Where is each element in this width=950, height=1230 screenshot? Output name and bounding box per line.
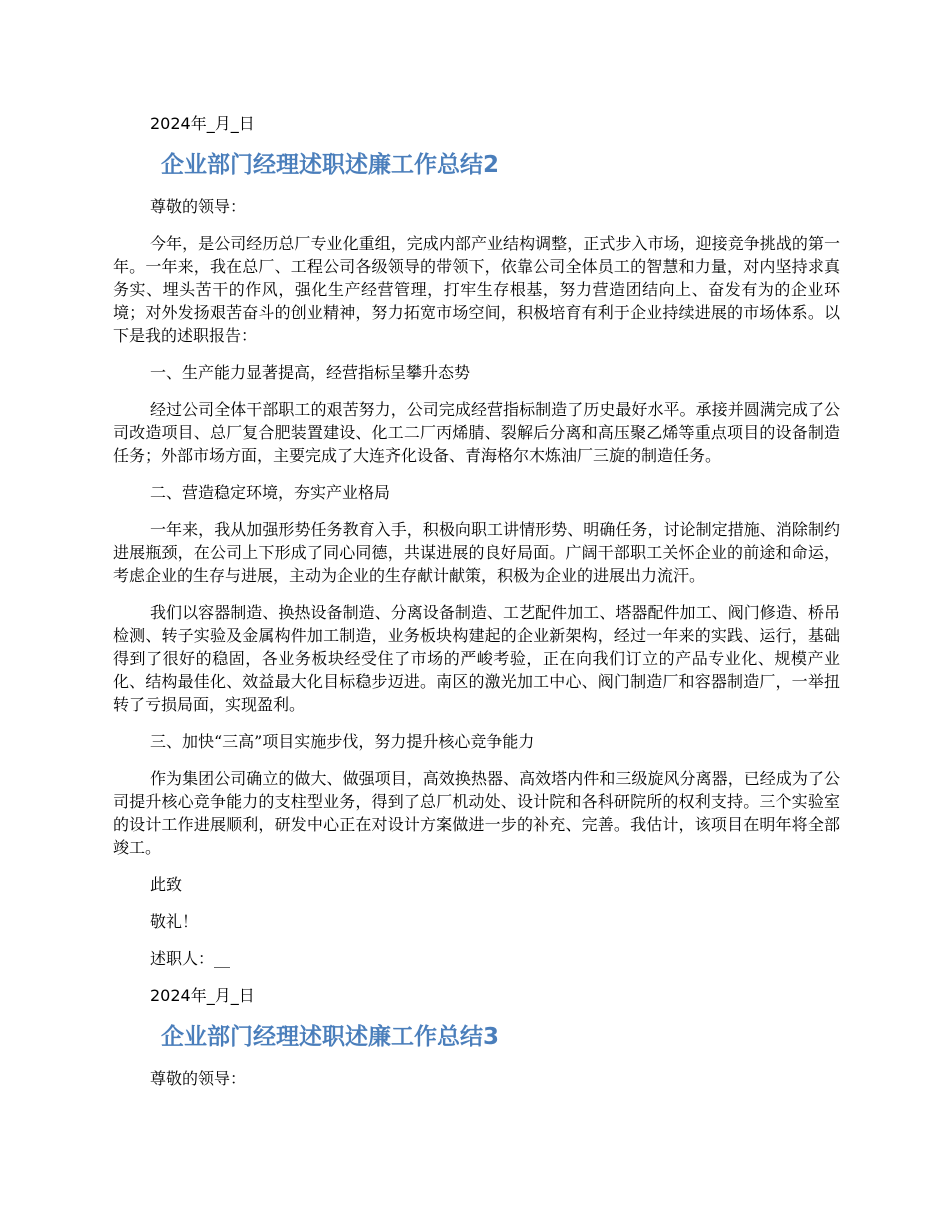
paragraph-environment: 一年来，我从加强形势任务教育入手，积极向职工讲情形势、明确任务，讨论制定措施、消除制约进展瓶颈，在公司上下形成了同心同德，共谋进展的良好局面。广阔干部职工关怀企业的前途和命运，考虑企业的生存与进展，主动为企业的生存献计献策，积极为企业的进展出力流汗。 [113, 520, 840, 585]
paragraph-projects: 作为集团公司确立的做大、做强项目，高效换热器、高效塔内件和三级旋风分离器，已经成为了公司提升核心竞争能力的支柱型业务，得到了总厂机动处、设计院和各科研院所的权利支持。三个实验室的设计工作进展顺利，研发中心正在对设计方案做进一步的补充、完善。我估计，该项目在明年将全部竣工。 [113, 769, 840, 857]
closing-salute: 敬礼！ [150, 912, 199, 931]
salutation-3: 尊敬的领导： [150, 1069, 247, 1088]
section-title-3: 企业部门经理述职述廉工作总结3 [161, 1024, 500, 1050]
salutation: 尊敬的领导： [150, 197, 247, 216]
section-title-2: 企业部门经理述职述廉工作总结2 [161, 152, 500, 178]
date-line-top: 2024年_月_日 [150, 114, 255, 133]
date-line-bottom: 2024年_月_日 [150, 986, 255, 1005]
closing-regards: 此致 [150, 875, 183, 894]
document-body [113, 112, 840, 1090]
paragraph-production: 经过公司全体干部职工的艰苦努力，公司完成经营指标制造了历史最好水平。承接并圆满完成了公司改造项目、总厂复合肥装置建设、化工二厂丙烯腈、裂解后分离和高压聚乙烯等重点项目的设备制造任务；外部市场方面，主要完成了大连齐化设备、青海格尔木炼油厂三旋的制造任务。 [113, 400, 840, 465]
paragraph-business: 我们以容器制造、换热设备制造、分离设备制造、工艺配件加工、塔器配件加工、阀门修造、桥吊检测、转子实验及金属构件加工制造，业务板块构建起的企业新架构，经过一年来的实践、运行，基础得到了很好的稳固，各业务板块经受住了市场的严峻考验，正在向我们订立的产品专业化、规模产业化、结构最佳化、效益最大化目标稳步迈进。南区的激光加工中心、阀门制造厂和容器制造厂，一举扭转了亏损局面，实现盈利。 [113, 603, 840, 714]
heading-one: 一、生产能力显著提高，经营指标呈攀升态势 [150, 363, 471, 382]
heading-three: 三、加快“三高”项目实施步伐，努力提升核心竞争能力 [150, 732, 535, 751]
heading-two: 二、营造稳定环境，夯实产业格局 [150, 483, 391, 502]
signer-line: 述职人：__ [150, 949, 231, 968]
paragraph-intro: 今年，是公司经历总厂专业化重组，完成内部产业结构调整，正式步入市场，迎接竞争挑战的第一年。一年来，我在总厂、工程公司各级领导的带领下，依靠公司全体员工的智慧和力量，对内坚持求真务实、埋头苦干的作风，强化生产经营管理，打牢生存根基，努力营造团结向上、奋发有为的企业环境；对外发扬艰苦奋斗的创业精神，努力拓宽市场空间，积极培育有利于企业持续进展的市场体系。以下是我的述职报告： [113, 234, 840, 345]
